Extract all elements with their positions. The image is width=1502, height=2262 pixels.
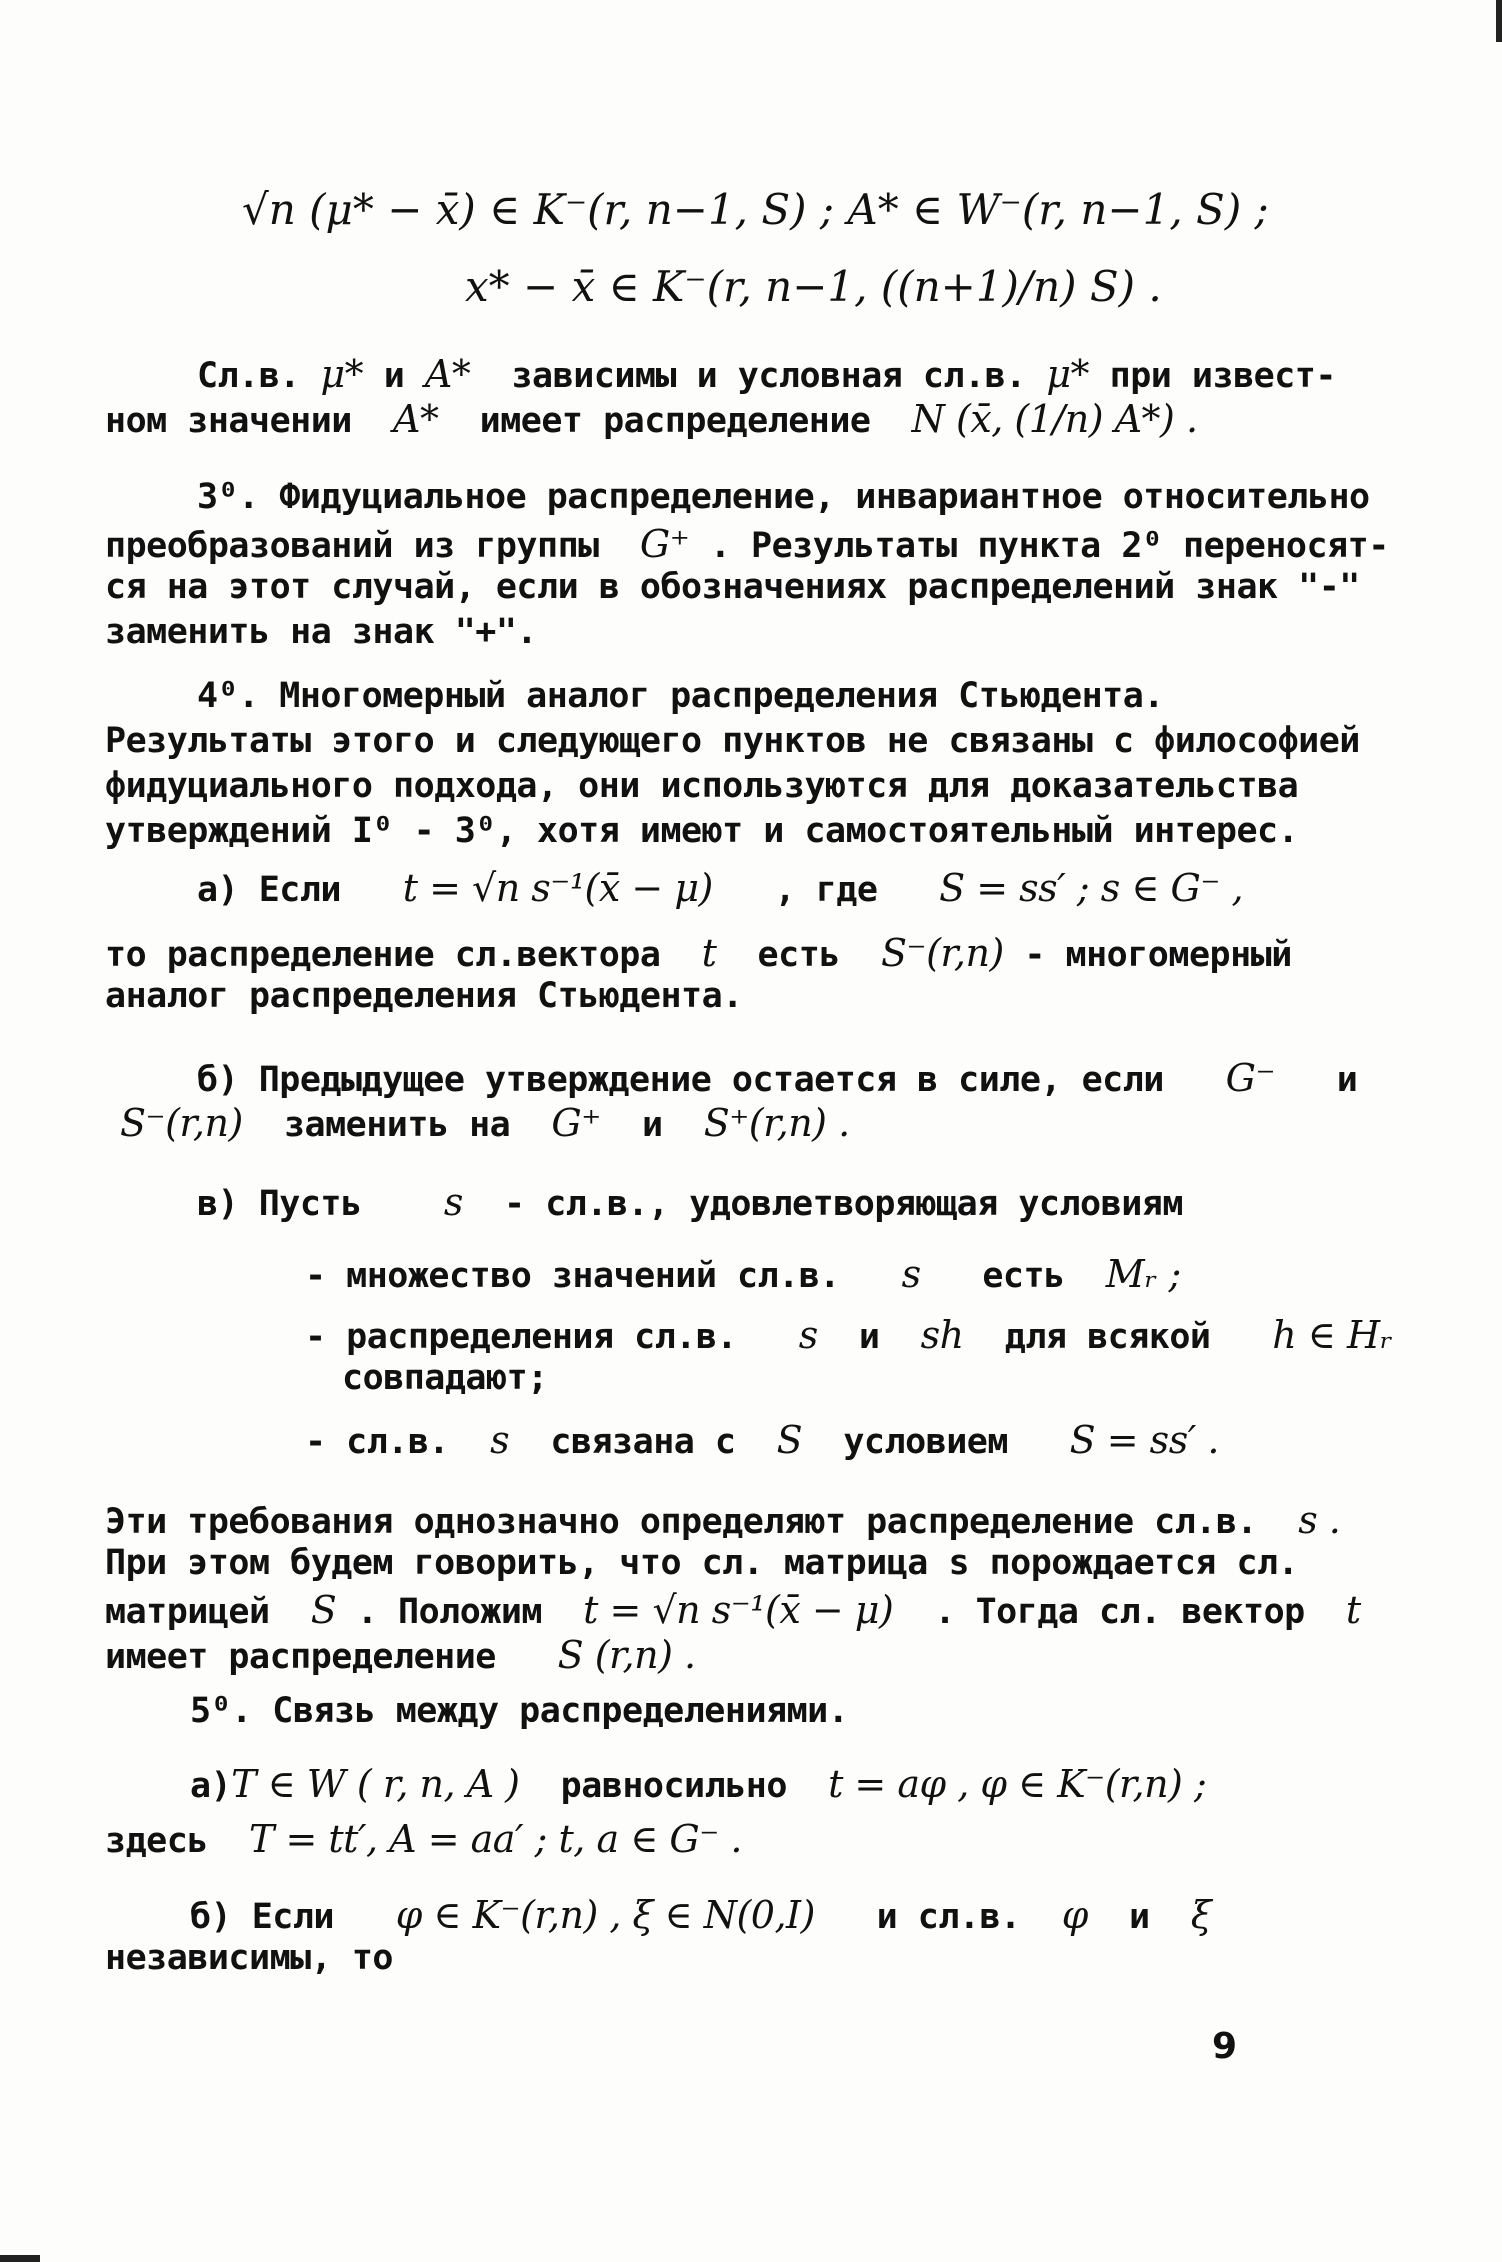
section-3-line-4: заменить на знак "+".	[105, 612, 538, 652]
item-c-bullet-2-cont: совпадают;	[342, 1358, 548, 1398]
item-b-line-1: б) Предыдущее утверждение остается в силе, если G⁻ и	[197, 1056, 1358, 1100]
section-3-line-2: преобразований из группы G⁺ . Результаты пункта 2⁰ переносят-	[105, 522, 1389, 566]
paragraph-2-line-4: имеет распределение S (r,n) .	[105, 1633, 696, 1677]
section-4-line-2: Результаты этого и следующего пунктов не связаны с философией	[105, 721, 1360, 761]
item-a-line-3: аналог распределения Стьюдента.	[105, 976, 743, 1016]
section-5-title: 5⁰. Связь между распределениями.	[190, 1691, 849, 1731]
scan-edge-mark-bottom	[0, 2255, 40, 2262]
section-3-line-1: 3⁰. Фидуциальное распределение, инвариантное относительно	[197, 477, 1370, 517]
formula-1: √n (μ* − x̄) ∈ K⁻(r, n−1, S) ; A* ∈ W⁻(r, n−1, S) ;	[242, 185, 1269, 234]
section-4-line-4: утверждений I⁰ - 3⁰, хотя имеют и самостоятельный интерес.	[105, 811, 1299, 851]
paragraph-2-line-2: При этом будем говорить, что сл. матрица s порождается сл.	[105, 1543, 1299, 1583]
paragraph-2-line-1: Эти требования однозначно определяют распределение сл.в. s .	[105, 1498, 1341, 1542]
section-5-line-4: независимы, то	[105, 1938, 394, 1978]
section-5-line-1: а)T ∈ W ( r, n, A ) равносильно t = aφ , φ ∈ K⁻(r,n) ;	[190, 1762, 1207, 1806]
paragraph-1-line-2: ном значении A* имеет распределение N (x̄, (1/n) A*) .	[105, 397, 1198, 441]
section-4-line-3: фидуциального подхода, они используются для доказательства	[105, 766, 1299, 806]
section-5-line-2: здесь T = tt′, A = aa′ ; t, a ∈ G⁻ .	[105, 1817, 742, 1861]
page-number: 9	[1212, 2026, 1238, 2067]
formula-2: x* − x̄ ∈ K⁻(r, n−1, ((n+1)/n) S) .	[465, 262, 1162, 311]
section-4-line-1: 4⁰. Многомерный аналог распределения Стьюдента.	[197, 676, 1164, 716]
item-c-bullet-3: - сл.в. s связана с S условием S = ss′ .	[305, 1418, 1219, 1462]
item-b-line-2: S⁻(r,n) заменить на G⁺ и S⁺(r,n) .	[120, 1101, 850, 1145]
item-c-line-1: в) Пусть s - сл.в., удовлетворяющая условиям	[197, 1180, 1183, 1224]
item-c-bullet-1: - множество значений сл.в. s есть Mᵣ ;	[305, 1252, 1181, 1296]
item-a-line-2: то распределение сл.вектора t есть S⁻(r,n) - многомерный	[105, 931, 1292, 975]
paragraph-2-line-3: матрицей S . Положим t = √n s⁻¹(x̄ − μ) . Тогда сл. вектор t	[105, 1588, 1361, 1632]
paragraph-1-line-1: Сл.в. μ* и A* зависимы и условная сл.в. μ* при извест-	[197, 352, 1336, 396]
section-3-line-3: ся на этот случай, если в обозначениях распределений знак "-"	[105, 567, 1360, 607]
item-c-bullet-2: - распределения сл.в. s и sh для всякой h ∈ Hᵣ	[305, 1313, 1393, 1357]
item-a-line-1: а) Если t = √n s⁻¹(x̄ − μ) , где S = ss′ ; s ∈ G⁻ ,	[197, 866, 1244, 910]
section-5-line-3: б) Если φ ∈ K⁻(r,n) , ξ ∈ N(0,I) и сл.в. φ и ξ	[190, 1893, 1212, 1937]
scan-edge-mark-top	[1496, 0, 1502, 42]
